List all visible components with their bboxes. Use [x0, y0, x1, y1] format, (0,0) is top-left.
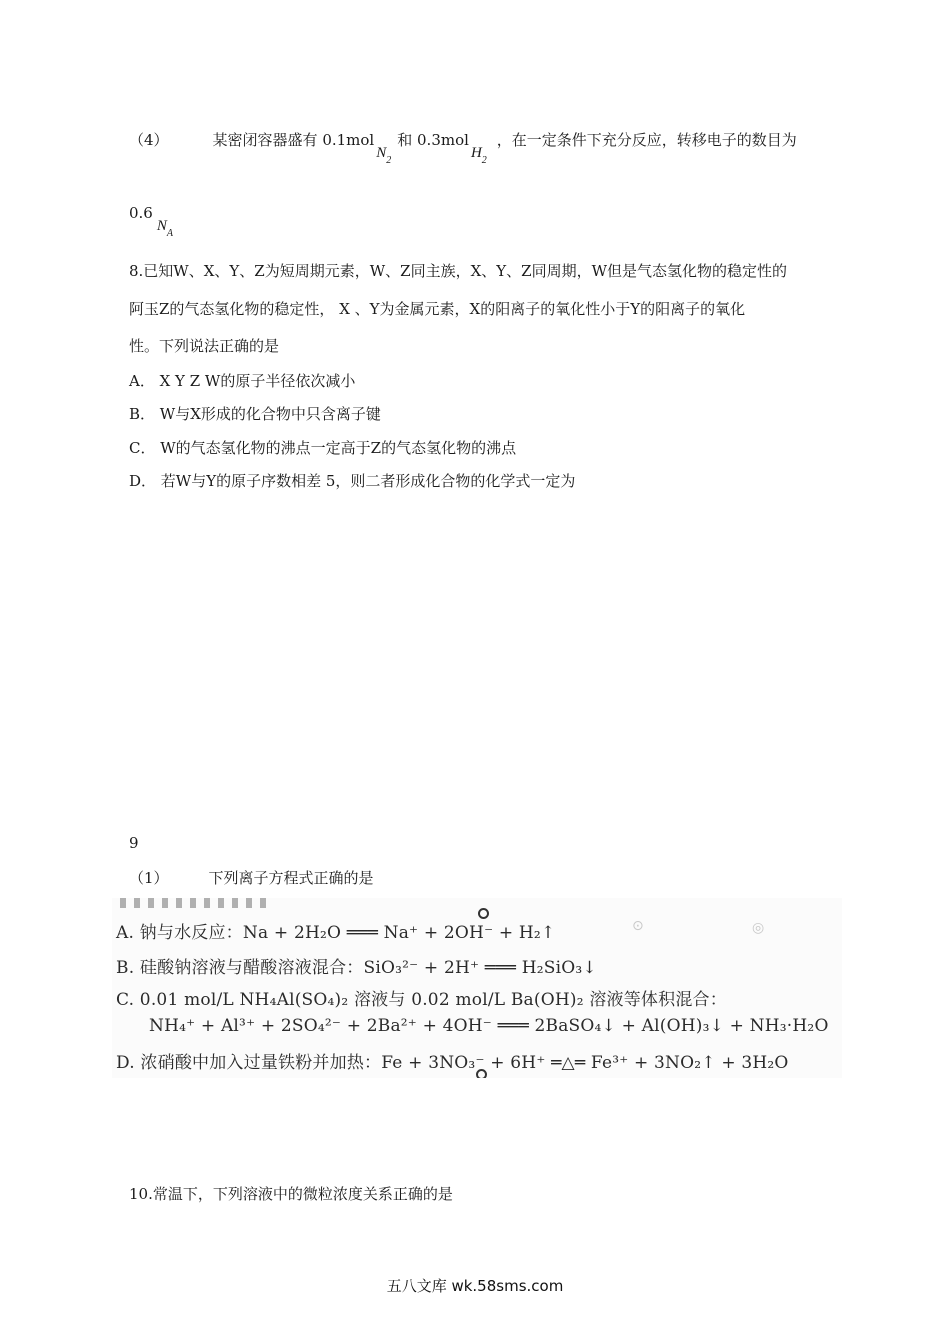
scan-watermark: ⊙ — [632, 918, 644, 934]
scan-mark-ring-bottom — [476, 1069, 487, 1078]
q7-4-value: 0.6 — [129, 204, 153, 222]
q8-line-3: 性。下列说法正确的是 — [129, 337, 280, 355]
na-symbol: $N_A$ — [156, 218, 173, 239]
q8-option-d: D． 若W与Y的原子序数相差 5，则二者形成化合物的化学式一定为 — [129, 472, 576, 490]
q7-4-text-c: ，在一定条件下充分反应，转移电子的数目为 — [496, 131, 797, 149]
footer-site-name: 五八文库 wk.58sms.com — [386, 1277, 564, 1295]
q9-sub-number: （1） — [129, 869, 169, 887]
q8-option-c: C． W的气态氢化物的沸点一定高于Z的气态氢化物的沸点 — [129, 439, 517, 457]
q7-4-text-b: 和 0.3mol — [397, 131, 469, 149]
scan-option-c-2: NH₄⁺ + Al³⁺ + 2SO₄²⁻ + 2Ba²⁺ + 4OH⁻ ═══ 2BaSO₄↓ + Al(OH)₃↓ + NH₃·H₂O — [149, 1016, 829, 1036]
scanned-equations-image — [112, 898, 842, 1078]
q7-4-text-a: 某密闭容器盛有 0.1mol — [212, 131, 375, 149]
q8-option-a: A． X Y Z W的原子半径依次减小 — [129, 372, 356, 390]
q7-4-line — [129, 129, 797, 166]
scan-cropped-text-fragment — [120, 898, 270, 908]
scan-watermark-2: ◎ — [752, 920, 765, 936]
scan-option-c-1: C. 0.01 mol/L NH₄Al(SO₄)₂ 溶液与 0.02 mol/L Ba(OH)₂ 溶液等体积混合： — [116, 990, 727, 1010]
scan-option-b: B. 硅酸钠溶液与醋酸溶液混合：SiO₃²⁻ + 2H⁺ ═══ H₂SiO₃↓ — [116, 958, 597, 978]
q8-line-1: 8.已知W、X、Y、Z为短周期元素，W、Z同主族，X、Y、Z同周期，W但是气态氢化物的稳定性的 — [129, 262, 787, 280]
q7-4-number: （4） — [129, 131, 169, 149]
heat-arrow: ═△═ — [551, 1053, 586, 1073]
n2-symbol: $N_2$ — [376, 145, 392, 166]
scan-option-d: D. 浓硝酸中加入过量铁粉并加热：Fe + 3NO₃⁻ + 6H⁺ ═△═ Fe³⁺ + 3NO₂↑ + 3H₂O — [116, 1053, 789, 1073]
q8-option-b: B． W与X形成的化合物中只含离子键 — [129, 405, 381, 423]
q7-4-answer — [129, 204, 173, 239]
q10-text: 10.常温下，下列溶液中的微粒浓度关系正确的是 — [129, 1185, 453, 1203]
q9-sub-line — [129, 867, 374, 888]
q9-sub-text: 下列离子方程式正确的是 — [208, 869, 374, 887]
q9-number: 9 — [129, 834, 139, 852]
scan-option-a: A. 钠与水反应：Na + 2H₂O ═══ Na⁺ + 2OH⁻ + H₂↑ — [116, 923, 556, 943]
q8-line-2: 阿玉Z的气态氢化物的稳定性， X 、Y为金属元素，X的阳离子的氧化性小于Y的阳离子的氧化 — [129, 300, 746, 318]
h2-symbol: $H_2$ — [470, 145, 487, 166]
